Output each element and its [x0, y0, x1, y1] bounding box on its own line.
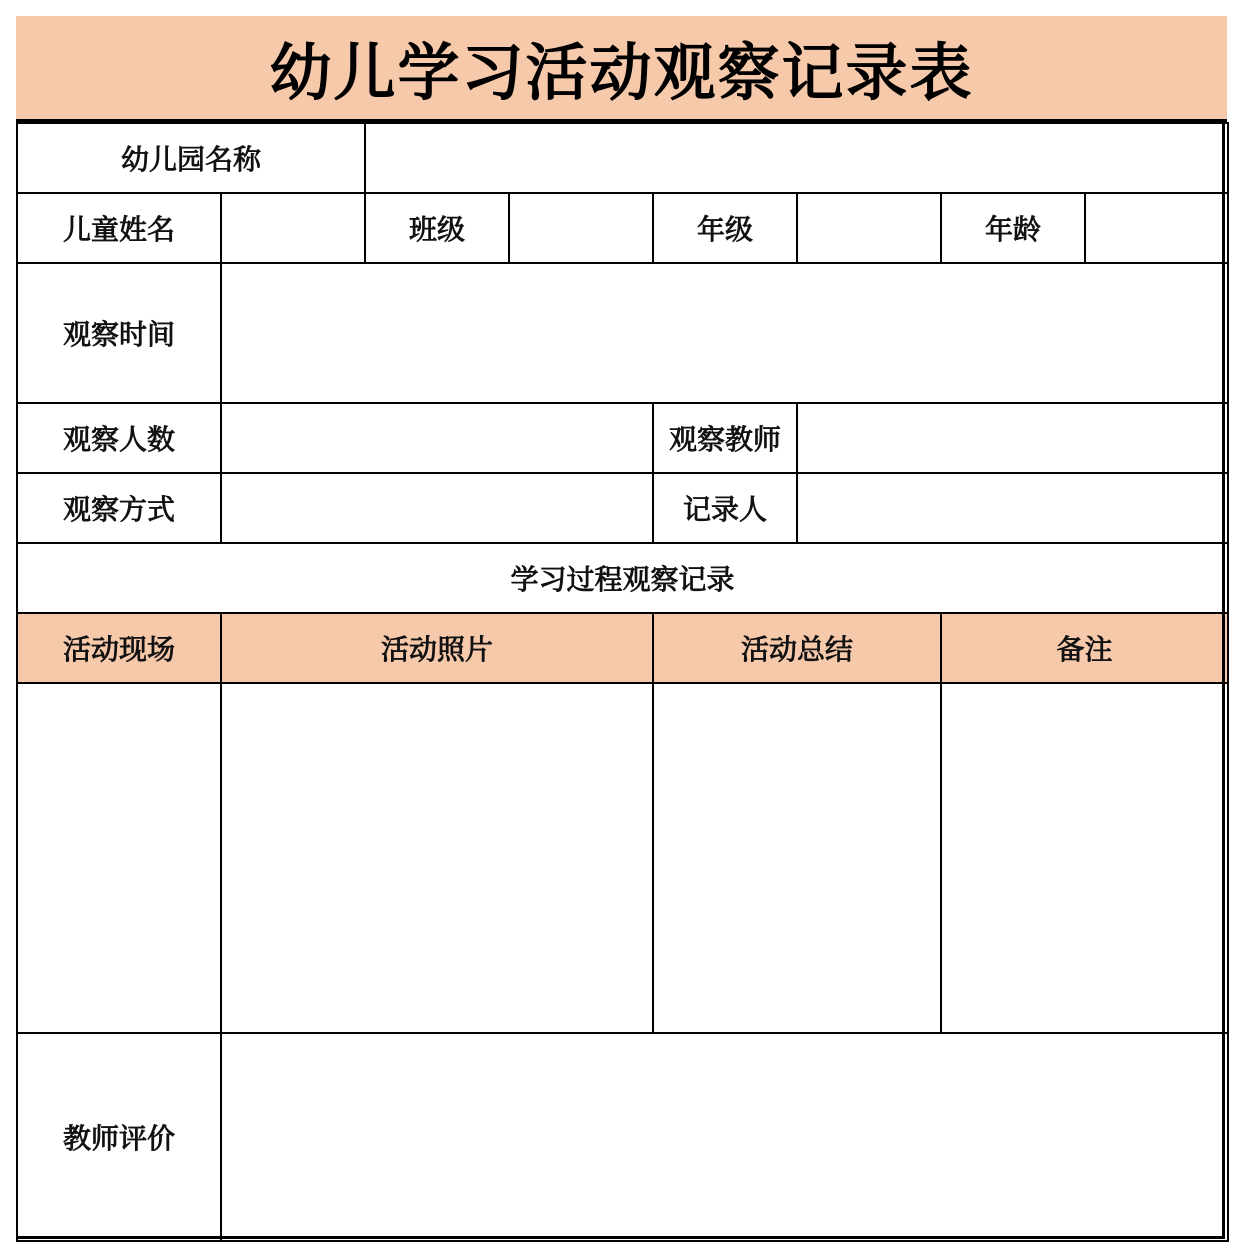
age-label: 年龄 [941, 193, 1085, 263]
obs-time-label: 观察时间 [17, 263, 221, 403]
recorder-label: 记录人 [653, 473, 797, 543]
obs-count-field[interactable] [221, 403, 653, 473]
class-field[interactable] [509, 193, 653, 263]
obs-time-field[interactable] [221, 263, 1228, 403]
col-header-remark: 备注 [941, 613, 1228, 683]
kindergarten-label: 幼儿园名称 [17, 123, 365, 193]
teacher-eval-field[interactable] [221, 1033, 1228, 1241]
obs-teacher-field[interactable] [797, 403, 1228, 473]
grade-field[interactable] [797, 193, 941, 263]
col-header-scene: 活动现场 [17, 613, 221, 683]
obs-count-label: 观察人数 [17, 403, 221, 473]
scene-cell[interactable] [17, 683, 221, 1033]
col-header-summary: 活动总结 [653, 613, 941, 683]
section-title: 学习过程观察记录 [17, 543, 1228, 613]
obs-teacher-label: 观察教师 [653, 403, 797, 473]
teacher-eval-label: 教师评价 [17, 1033, 221, 1241]
remark-cell[interactable] [941, 683, 1228, 1033]
col-header-photo: 活动照片 [221, 613, 653, 683]
child-name-field[interactable] [221, 193, 365, 263]
page-title: 幼儿学习活动观察记录表 [269, 36, 974, 109]
photo-cell[interactable] [221, 683, 653, 1033]
kindergarten-field[interactable] [365, 123, 1228, 193]
class-label: 班级 [365, 193, 509, 263]
recorder-field[interactable] [797, 473, 1228, 543]
grade-label: 年级 [653, 193, 797, 263]
observation-form [16, 16, 1227, 1242]
child-name-label: 儿童姓名 [17, 193, 221, 263]
age-field[interactable] [1085, 193, 1228, 263]
summary-cell[interactable] [653, 683, 941, 1033]
obs-method-field[interactable] [221, 473, 653, 543]
obs-method-label: 观察方式 [17, 473, 221, 543]
form-table [16, 122, 1229, 1242]
title-bar [16, 16, 1227, 122]
